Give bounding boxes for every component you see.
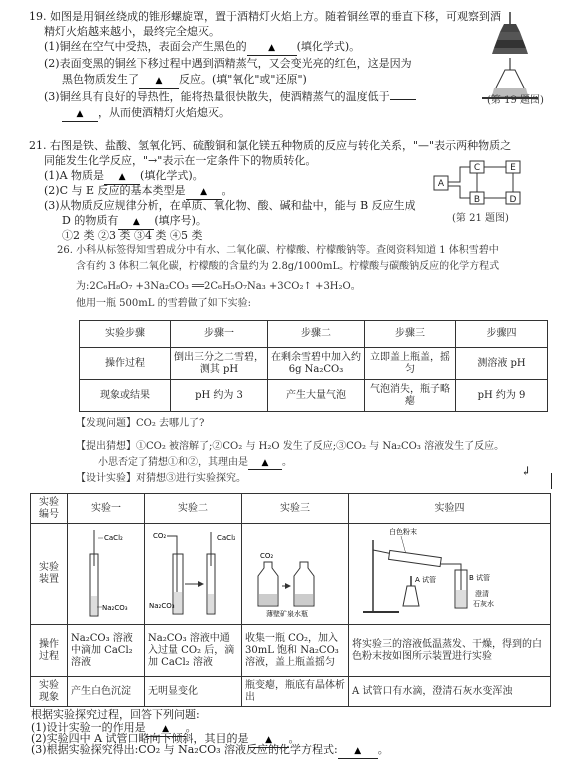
label-na2co3: Na₂CO₃: [102, 604, 128, 612]
q21-figure-caption: (第 21 题图): [452, 213, 509, 224]
q26-line-1: 26. 小科从标签得知雪碧成分中有水、二氧化碳、柠檬酸、柠檬酸钠等。查阅资料知道 1 体积雪碧中: [57, 245, 499, 256]
q26-hypothesis: 【提出猜想】①CO₂ 被溶解了;②CO₂ 与 H₂O 发生了反应;③CO₂ 与 Na₂CO₃ 溶液发生了反应。: [76, 441, 505, 452]
q26-ask: 根据实验探究过程，回答下列问题:: [31, 708, 200, 721]
table-cell: 测溶液 pH: [456, 348, 548, 380]
apparatus-4: [349, 524, 519, 620]
table-cell: 在剩余雪碧中加入约 6g Na₂CO₃: [268, 348, 365, 380]
q19-subq-1: (1)铜丝在空气中受热，表面会产生黑色的 ▲ (填化学式)。: [44, 40, 360, 56]
table-cell: 瓶变瘪，瓶底有晶体析出: [242, 677, 349, 707]
q26-hypothesis-reason: 小思否定了猜想①和②，其理由是 ▲ 。: [98, 457, 292, 468]
label-na2co3-2: Na₂CO₃: [149, 602, 175, 610]
table-cell: 实验三: [242, 494, 349, 524]
q26-answer-3: (3)根据实验探究得出:CO₂ 与 Na₂CO₃ 溶液反应的化学方程式: ▲ 。: [31, 743, 389, 759]
table-cell: 产生大量气泡: [268, 380, 365, 412]
node-e: E: [510, 163, 516, 173]
table-cell: 收集一瓶 CO₂，加入 30mL 饱和 Na₂CO₃ 溶液，盖上瓶盖摇匀: [242, 625, 349, 677]
relation-diagram: [432, 158, 522, 208]
table-cell: 倒出三分之二雪碧，测其 pH: [171, 348, 268, 380]
table-cell: 立即盖上瓶盖，摇匀: [365, 348, 456, 380]
table-cell: 将实验三的溶液低温蒸发、干燥，得到的白色粉末按如图所示装置进行实验: [349, 625, 551, 677]
table-header-row: [80, 321, 548, 348]
experiment-steps-table: [79, 320, 548, 412]
label-cacl2: CaCl₂: [104, 534, 123, 542]
q19-subq-3: (3)铜丝具有良好的导热性，能将热量很快散失，使酒精蒸气的温度低于: [44, 90, 416, 103]
table-cell: A 试管口有水滴，澄清石灰水变浑浊: [349, 677, 551, 707]
q26-line-4: 他用一瓶 500mL 的雪碧做了如下实验:: [76, 298, 251, 309]
table-cell: 实验四: [349, 494, 551, 524]
table-cell: 实验 编号: [31, 494, 68, 524]
table-cell: 实验 装置: [31, 524, 68, 625]
table-cell: [68, 524, 145, 625]
table-cell: [145, 524, 242, 625]
table-cell: 现象或结果: [80, 380, 171, 412]
q19-line-2: 精灯火焰越来越小，最终完全熄灭。: [44, 25, 220, 38]
q26-answer-3-text: (3)根据实验探究得出:CO₂ 与 Na₂CO₃ 溶液反应的化学方程式:: [31, 743, 338, 756]
q19-subq-2-cont: 黑色物质发生了 ▲ 反应。(填"氧化"或"还原"): [62, 73, 307, 89]
q26-answer-2: (2)实验四中 A 试管口略向下倾斜，其目的是 ▲ 。: [31, 732, 300, 748]
table-cell: Na₂CO₃ 溶液中滴加 CaCl₂ 溶液: [68, 625, 145, 677]
label-cacl2-2: CaCl₂: [217, 534, 235, 542]
q26-found-problem: 【发现问题】CO₂ 去哪儿了?: [76, 418, 205, 429]
q21-line-2: 同能发生化学反应，"→"表示在一定条件下的物质转化。: [44, 154, 317, 167]
label-tube-a: A 试管: [415, 576, 437, 584]
q21-subq-1: (1)A 物质是 ▲ (填化学式)。: [44, 169, 204, 185]
table-cell: 操作过程: [80, 348, 171, 380]
apparatus-3: [242, 524, 342, 620]
label-co2: CO₂: [153, 532, 167, 540]
label-bottle: 薄壁矿泉水瓶: [266, 610, 308, 618]
apparatus-1: [68, 524, 138, 620]
label-clear: 澄清: [475, 590, 489, 598]
label-white-powder: 白色粉末: [389, 528, 417, 536]
q26-equation: 为:2C₆H₈O₇ +3Na₂CO₃ ══2C₆H₅O₇Na₃ +3CO₂↑ +3H₂O。: [76, 281, 361, 292]
table-cell: 气泡消失，瓶子略瘪: [365, 380, 456, 412]
node-b: B: [473, 195, 481, 205]
q26-line-2: 含有约 3 体积二氧化碳，柠檬酸的含量约为 2.8g/1000mL。柠檬酸与碳酸钠反应的化学方程式: [76, 261, 500, 272]
table-row: [31, 524, 551, 625]
q19-figure-caption: (第 19 题图): [487, 95, 544, 106]
table-cell: pH 约为 9: [456, 380, 548, 412]
table-cell: 步骤四: [456, 321, 548, 348]
q21-line-1: 21. 右图是铁、盐酸、氢氧化钙、硫酸铜和氯化镁五种物质的反应与转化关系，"—"表示两种物质之: [29, 139, 512, 152]
table-cell: [349, 524, 551, 625]
apparatus-2: [145, 524, 235, 620]
table-cell: 实验 现象: [31, 677, 68, 707]
experiment-design-table: [30, 493, 551, 707]
text-cursor: [551, 473, 552, 489]
table-cell: 无明显变化: [145, 677, 242, 707]
table-header-row: [31, 494, 551, 524]
table-cell: 实验一: [68, 494, 145, 524]
node-d: D: [509, 195, 517, 205]
q21-subq-3-cont: D 的物质有 ▲ (填序号)。: [62, 214, 207, 230]
label-co2-3: CO₂: [260, 552, 274, 560]
table-cell: [242, 524, 349, 625]
q19-line-1: 19. 如图是用铜丝绕成的锥形螺旋罩，置于酒精灯火焰上方。随着铜丝罩的垂直下移，可观察到酒: [29, 10, 501, 23]
label-limewater: 石灰水: [473, 600, 494, 608]
table-row: [31, 625, 551, 677]
table-row: [31, 677, 551, 707]
q21-options: ①2 类 ②3 类 ③4 类 ④5 类: [62, 229, 203, 242]
table-cell: Na₂CO₃ 溶液中通入过量 CO₂ 后，滴加 CaCl₂ 溶液: [145, 625, 242, 677]
table-cell: 操作 过程: [31, 625, 68, 677]
table-cell: 步骤一: [171, 321, 268, 348]
table-cell: pH 约为 3: [171, 380, 268, 412]
table-row: [80, 380, 548, 412]
table-cell: 步骤二: [268, 321, 365, 348]
q21-subq-3: (3)从物质反应规律分析，在单质、氧化物、酸、碱和盐中，能与 B 反应生成: [44, 199, 416, 212]
node-a: A: [437, 179, 445, 189]
q21-subq-2: (2)C 与 E 反应的基本类型是 ▲ 。: [44, 184, 233, 200]
q19-subq-3-cont: ▲ ，从而使酒精灯火焰熄灭。: [62, 106, 230, 122]
q26-design: 【设计实验】对猜想③进行实验探究。: [76, 473, 246, 484]
table-cell: 实验二: [145, 494, 242, 524]
table-cell: 步骤三: [365, 321, 456, 348]
table-cell: 产生白色沉淀: [68, 677, 145, 707]
cursor-mark: ↲: [521, 464, 532, 478]
table-row: [80, 348, 548, 380]
table-cell: 实验步骤: [80, 321, 171, 348]
node-c: C: [473, 163, 481, 173]
q19-subq-2: (2)表面变黑的铜丝下移过程中遇到酒精蒸气，又会变光亮的红色，这是因为: [44, 57, 412, 70]
q26-answer-1: (1)设计实验一的作用是 ▲ 。: [31, 721, 197, 737]
label-tube-b: B 试管: [469, 574, 491, 582]
